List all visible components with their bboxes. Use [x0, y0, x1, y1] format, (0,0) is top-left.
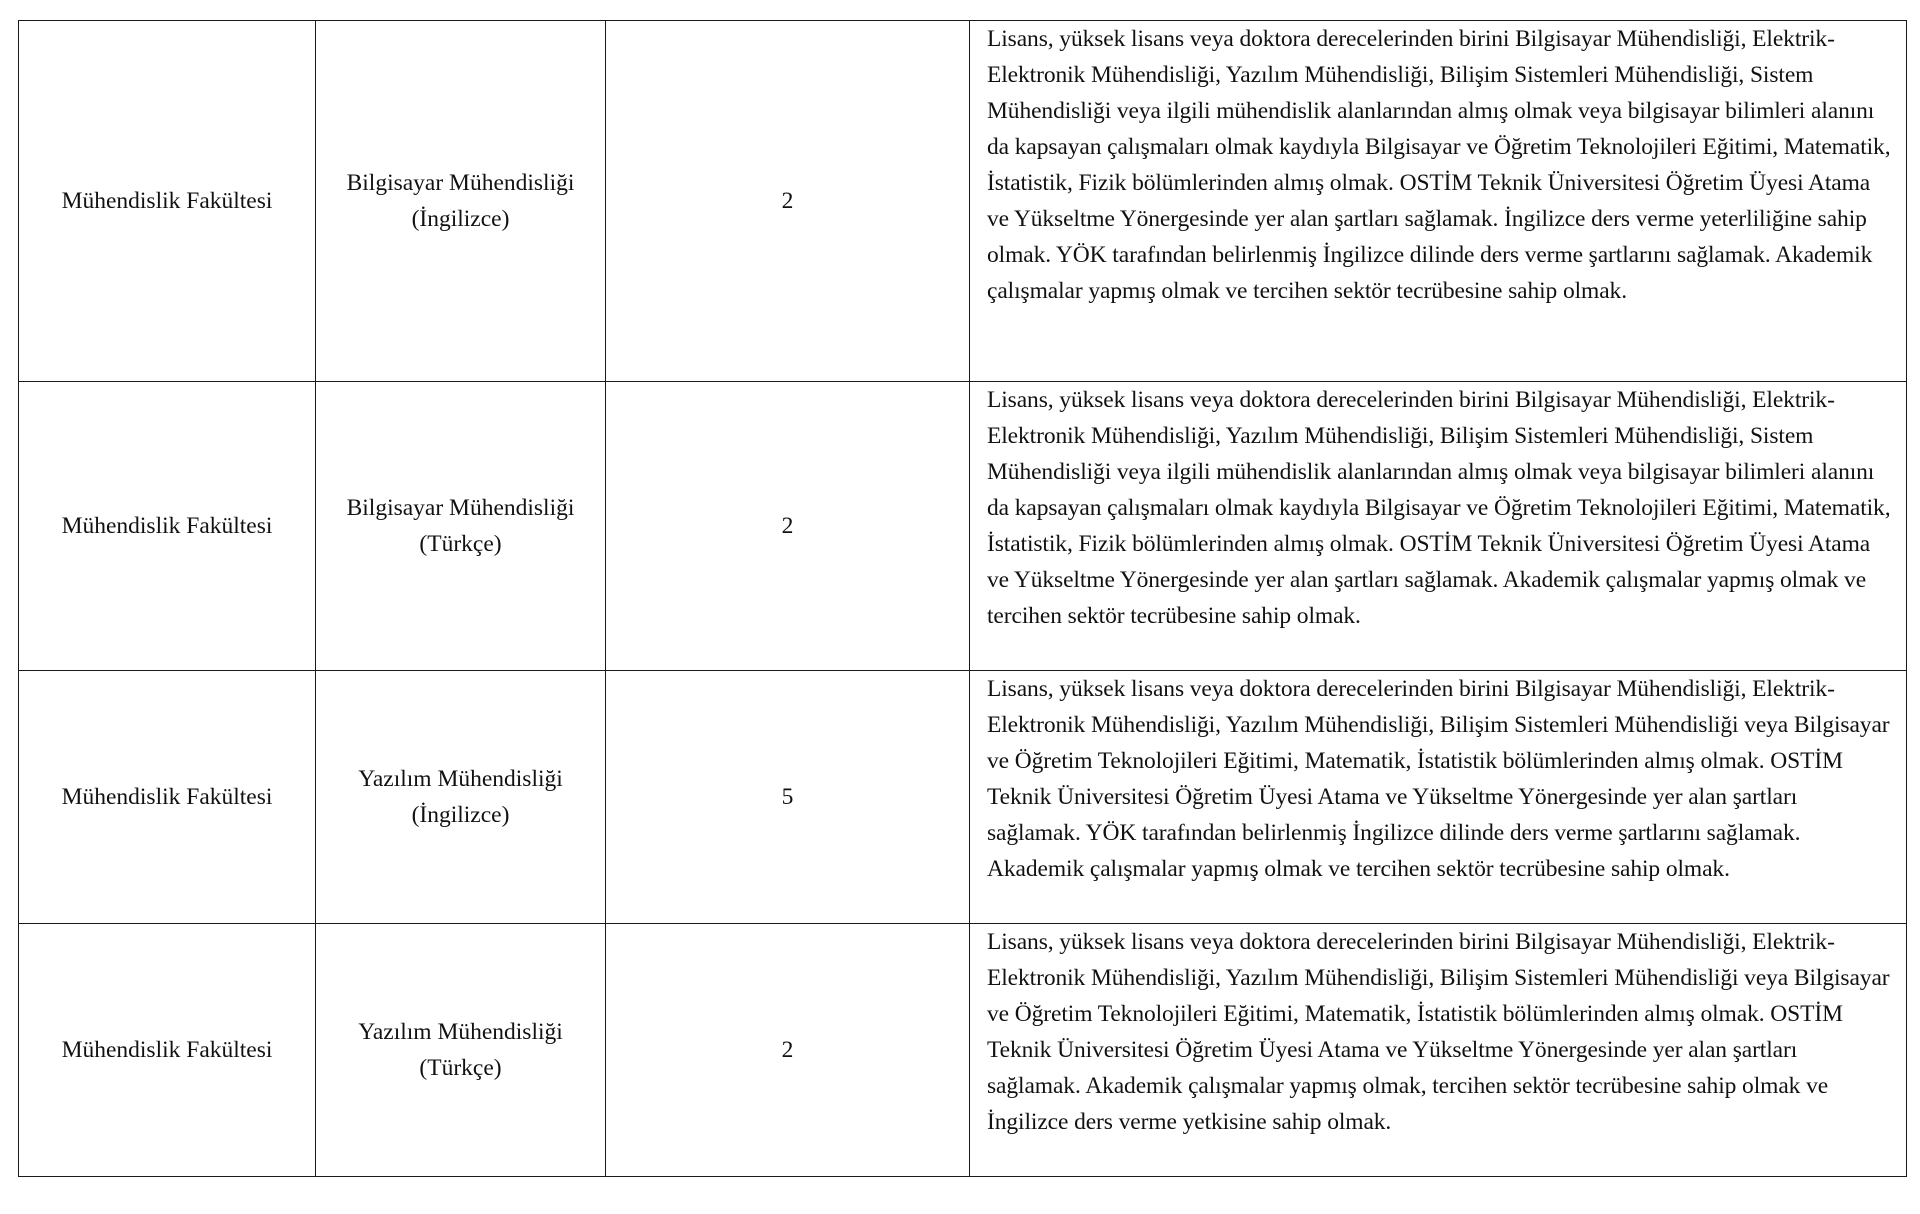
table-row: [19, 382, 1907, 671]
faculty-cell: Mühendislik Fakültesi: [19, 382, 316, 671]
faculty-cell: Mühendislik Fakültesi: [19, 21, 316, 382]
department-cell: Bilgisayar Mühendisliği (İngilizce): [316, 21, 606, 382]
department-cell: Bilgisayar Mühendisliği (Türkçe): [316, 382, 606, 671]
requirements-cell: Lisans, yüksek lisans veya doktora derecelerinden birini Bilgisayar Mühendisliği, Elektrik- Elektronik Mühendisliği, Yazılım Mühendisliği, Bilişim Sistemleri Mühendisliği, Sistem Mühendisliği veya ilgili mühendislik alanlarından almış olmak veya bilgisayar bilimleri alanını da kapsayan çalışmaları olmak kaydıyla Bilgisayar ve Öğretim Teknolojileri Eğitimi, Matematik, İstatistik, Fizik bölümlerinden almış olmak. OSTİM Teknik Üniversitesi Öğretim Üyesi Atama ve Yükseltme Yönergesinde yer alan şartları sağlamak. Akademik çalışmalar yapmış olmak ve tercihen sektör tecrübesine sahip olmak.: [970, 382, 1907, 671]
table-row: [19, 21, 1907, 382]
position-count-cell: 5: [606, 671, 970, 924]
requirements-cell: Lisans, yüksek lisans veya doktora derecelerinden birini Bilgisayar Mühendisliği, Elektrik- Elektronik Mühendisliği, Yazılım Mühendisliği, Bilişim Sistemleri Mühendisliği, Sistem Mühendisliği veya ilgili mühendislik alanlarından almış olmak veya bilgisayar bilimleri alanını da kapsayan çalışmaları olmak kaydıyla Bilgisayar ve Öğretim Teknolojileri Eğitimi, Matematik, İstatistik, Fizik bölümlerinden almış olmak. OSTİM Teknik Üniversitesi Öğretim Üyesi Atama ve Yükseltme Yönergesinde yer alan şartları sağlamak. İngilizce ders verme yeterliliğine sahip olmak. YÖK tarafından belirlenmiş İngilizce dilinde ders verme şartlarını sağlamak. Akademik çalışmalar yapmış olmak ve tercihen sektör tecrübesine sahip olmak.: [970, 21, 1907, 382]
faculty-cell: Mühendislik Fakültesi: [19, 924, 316, 1177]
faculty-positions-table: [18, 20, 1907, 1177]
requirements-cell: Lisans, yüksek lisans veya doktora derecelerinden birini Bilgisayar Mühendisliği, Elektrik- Elektronik Mühendisliği, Yazılım Mühendisliği, Bilişim Sistemleri Mühendisliği veya Bilgisayar ve Öğretim Teknolojileri Eğitimi, Matematik, İstatistik bölümlerinden almış olmak. OSTİM Teknik Üniversitesi Öğretim Üyesi Atama ve Yükseltme Yönergesinde yer alan şartları sağlamak. YÖK tarafından belirlenmiş İngilizce dilinde ders verme şartlarını sağlamak. Akademik çalışmalar yapmış olmak ve tercihen sektör tecrübesine sahip olmak.: [970, 671, 1907, 924]
department-cell: Yazılım Mühendisliği (İngilizce): [316, 671, 606, 924]
table-row: [19, 924, 1907, 1177]
faculty-cell: Mühendislik Fakültesi: [19, 671, 316, 924]
table-row: [19, 671, 1907, 924]
position-count-cell: 2: [606, 382, 970, 671]
position-count-cell: 2: [606, 21, 970, 382]
position-count-cell: 2: [606, 924, 970, 1177]
requirements-cell: Lisans, yüksek lisans veya doktora derecelerinden birini Bilgisayar Mühendisliği, Elektrik- Elektronik Mühendisliği, Yazılım Mühendisliği, Bilişim Sistemleri Mühendisliği veya Bilgisayar ve Öğretim Teknolojileri Eğitimi, Matematik, İstatistik bölümlerinden almış olmak. OSTİM Teknik Üniversitesi Öğretim Üyesi Atama ve Yükseltme Yönergesinde yer alan şartları sağlamak. Akademik çalışmalar yapmış olmak, tercihen sektör tecrübesine sahip olmak ve İngilizce ders verme yetkisine sahip olmak.: [970, 924, 1907, 1177]
department-cell: Yazılım Mühendisliği (Türkçe): [316, 924, 606, 1177]
